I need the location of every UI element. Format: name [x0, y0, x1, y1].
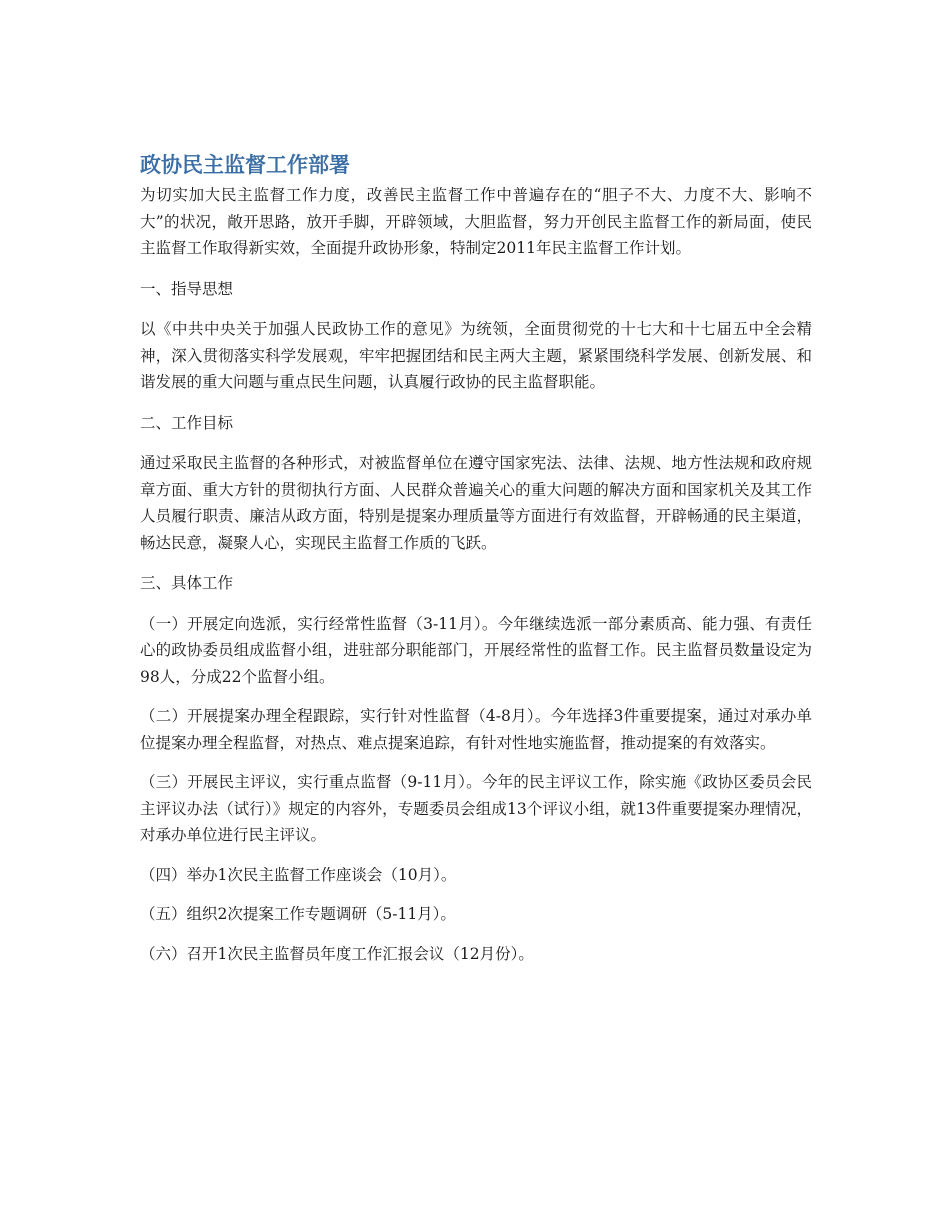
section-heading-specific-work: 三、具体工作 — [140, 574, 234, 592]
work-item-5: （五）组织2次提案工作专题调研（5-11月）。 — [140, 905, 456, 923]
work-item-1: （一）开展定向选派，实行经常性监督（3-11月）。今年继续选派一部分素质高、能力强、有责任心的政协委员组成监督小组，进驻部分职能部门，开展经常性的监督工作。民主监督员数量设定为98人，分成22个监督小组。 — [140, 614, 812, 686]
work-item-6: （六）召开1次民主监督员年度工作汇报会议（12月份）。 — [140, 944, 534, 963]
work-item-2: （二）开展提案办理全程跟踪，实行针对性监督（4-8月）。今年选择3件重要提案，通过对承办单位提案办理全程监督，对热点、难点提案追踪，有针对性地实施监督，推动提案的有效落实。 — [140, 707, 812, 752]
intro-paragraph: 为切实加大民主监督工作力度，改善民主监督工作中普遍存在的“胆子不大、力度不大、影响不大”的状况，敞开思路，放开手脚，开辟领域，大胆监督，努力开创民主监督工作的新局面，使民主监督工作取得新实效，全面提升政协形象，特制定2011年民主监督工作计划。 — [140, 186, 812, 257]
work-item-3: （三）开展民主评议，实行重点监督（9-11月）。今年的民主评议工作，除实施《政协区委员会民主评议办法（试行）》规定的内容外，专题委员会组成13个评议小组，就13件重要提案办理情况，对承办单位进行民主评议。 — [140, 773, 812, 844]
document-title: 政协民主监督工作部署 — [140, 153, 350, 177]
work-item-4: （四）举办1次民主监督工作座谈会（10月）。 — [140, 865, 457, 884]
section-body-guiding-ideology: 以《中共中央关于加强人民政协工作的意见》为统领，全面贯彻党的十七大和十七届五中全会精神，深入贯彻落实科学发展观，牢牢把握团结和民主两大主题，紧紧围绕科学发展、创新发展、和谐发展的重大问题与重点民生问题，认真履行政协的民主监督职能。 — [140, 320, 812, 391]
section-heading-work-goals: 二、工作目标 — [140, 413, 234, 432]
section-body-work-goals: 通过采取民主监督的各种形式，对被监督单位在遵守国家宪法、法律、法规、地方性法规和政府规章方面、重大方针的贯彻执行方面、人民群众普遍关心的重大问题的解决方面和国家机关及其工作人员履行职责、廉洁从政方面，特别是提案办理质量等方面进行有效监督，开辟畅通的民主渠道，畅达民意，凝聚人心，实现民主监督工作质的飞跃。 — [140, 454, 812, 552]
document-page — [140, 150, 812, 980]
section-heading-guiding-ideology: 一、指导思想 — [140, 279, 234, 298]
